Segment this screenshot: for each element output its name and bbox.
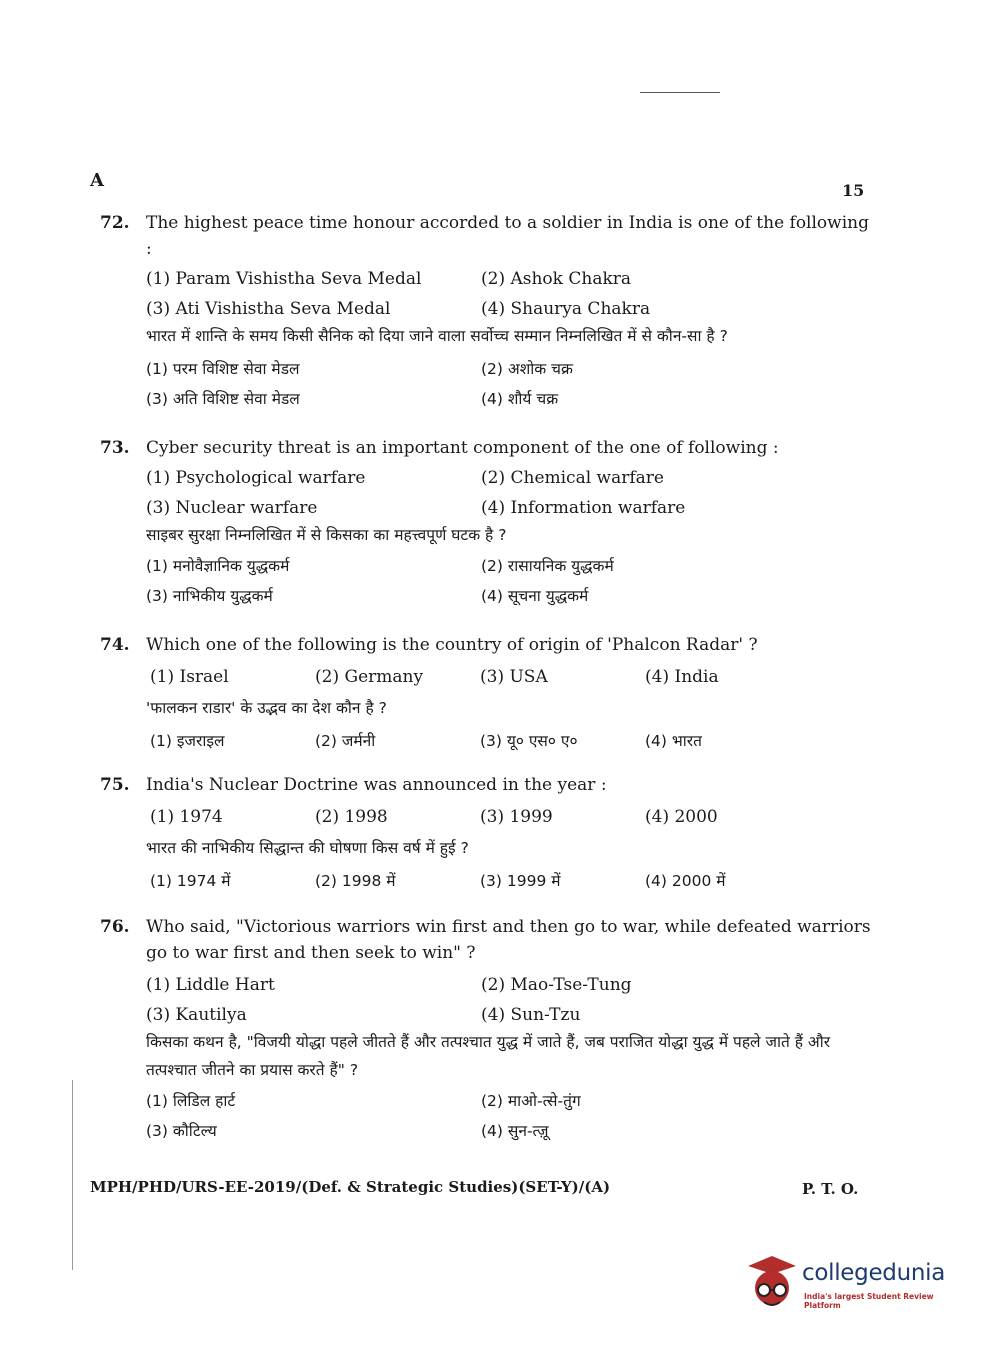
option-2: (2) 1998	[315, 807, 388, 827]
hindi-option-4: (4) 2000 में	[645, 872, 726, 890]
option-2: (2) Mao-Tse-Tung	[481, 975, 632, 995]
hindi-option-2: (2) जर्मनी	[315, 732, 376, 750]
pto-label: P. T. O.	[802, 1180, 859, 1198]
question-number: 72.	[100, 213, 130, 233]
hindi-option-4: (4) भारत	[645, 732, 702, 750]
question-73	[100, 435, 880, 609]
option-4: (4) 2000	[645, 807, 718, 827]
hindi-option-1: (1) इजराइल	[150, 732, 225, 750]
paper-code: MPH/PHD/URS-EE-2019/(Def. & Strategic Studies)(SET-Y)/(A)	[90, 1178, 611, 1196]
hindi-question-text: 'फालकन राडार' के उद्भव का देश कौन है ?	[146, 699, 387, 717]
hindi-option-2: (2) रासायनिक युद्धकर्म	[481, 557, 614, 575]
question-text: Which one of the following is the country of origin of 'Phalcon Radar' ?	[146, 635, 758, 655]
hindi-option-2: (2) माओ-त्से-तुंग	[481, 1092, 581, 1110]
option-3: (3) Kautilya	[146, 1005, 247, 1025]
option-2: (2) Chemical warfare	[481, 468, 664, 488]
question-number: 73.	[100, 438, 130, 458]
option-1: (1) Liddle Hart	[146, 975, 275, 995]
student-mascot-icon	[742, 1252, 800, 1314]
brand-tagline: India's largest Student Review Platform	[804, 1292, 934, 1310]
question-text: Cyber security threat is an important component of the one of following :	[146, 438, 779, 458]
hindi-option-4: (4) सुन-त्ज़ू	[481, 1122, 549, 1140]
question-text: The highest peace time honour accorded to a soldier in India is one of the following :	[146, 213, 869, 259]
option-1: (1) 1974	[150, 807, 223, 827]
question-76	[100, 914, 880, 1144]
option-4: (4) India	[645, 667, 719, 687]
option-3: (3) USA	[480, 667, 548, 687]
question-72	[100, 210, 880, 412]
hindi-option-1: (1) परम विशिष्ट सेवा मेडल	[146, 360, 300, 378]
brand-name: collegedunia	[802, 1260, 946, 1286]
question-number: 76.	[100, 917, 130, 937]
set-mark: A	[90, 170, 104, 191]
option-4: (4) Shaurya Chakra	[481, 299, 651, 319]
option-4: (4) Sun-Tzu	[481, 1005, 581, 1025]
option-3: (3) 1999	[480, 807, 553, 827]
option-4: (4) Information warfare	[481, 498, 686, 518]
hindi-option-4: (4) सूचना युद्धकर्म	[481, 587, 589, 605]
question-number: 74.	[100, 635, 130, 655]
hindi-option-3: (3) कौटिल्य	[146, 1122, 217, 1140]
hindi-option-3: (3) नाभिकीय युद्धकर्म	[146, 587, 273, 605]
hindi-question-text: भारत में शान्ति के समय किसी सैनिक को दिया जाने वाला सर्वोच्च सम्मान निम्नलिखित में से कौन-सा है ?	[146, 327, 728, 345]
question-text: Who said, "Victorious warriors win first and then go to war, while defeated warriors go to war first and then seek to win" ?	[146, 917, 871, 963]
option-3: (3) Ati Vishistha Seva Medal	[146, 299, 391, 319]
question-number: 75.	[100, 775, 130, 795]
collegedunia-watermark	[742, 1252, 972, 1314]
question-74	[100, 632, 880, 754]
hindi-question-text: साइबर सुरक्षा निम्नलिखित में से किसका का महत्त्वपूर्ण घटक है ?	[146, 526, 507, 544]
hindi-option-2: (2) अशोक चक्र	[481, 360, 573, 378]
question-text: India's Nuclear Doctrine was announced in the year :	[146, 775, 607, 795]
option-3: (3) Nuclear warfare	[146, 498, 318, 518]
hindi-question-text: किसका कथन है, "विजयी योद्धा पहले जीतते हैं और तत्पश्चात युद्ध में जाते हैं, जब पराजित योद्धा युद्ध में पहले जाते हैं और तत्पश्चात जीतने का प्रयास करते हैं" ?	[146, 1033, 831, 1079]
question-75	[100, 772, 880, 894]
hindi-option-1: (1) 1974 में	[150, 872, 231, 890]
hindi-option-2: (2) 1998 में	[315, 872, 396, 890]
option-2: (2) Germany	[315, 667, 424, 687]
hindi-option-1: (1) मनोवैज्ञानिक युद्धकर्म	[146, 557, 290, 575]
option-1: (1) Israel	[150, 667, 229, 687]
hindi-option-3: (3) यू० एस० ए०	[480, 732, 578, 750]
hindi-option-1: (1) लिडिल हार्ट	[146, 1092, 236, 1110]
scan-artifact-line	[640, 92, 720, 93]
option-2: (2) Ashok Chakra	[481, 269, 632, 289]
page-number: 15	[842, 181, 865, 200]
option-1: (1) Param Vishistha Seva Medal	[146, 269, 422, 289]
option-1: (1) Psychological warfare	[146, 468, 366, 488]
scan-margin-line	[72, 1080, 73, 1270]
hindi-option-3: (3) अति विशिष्ट सेवा मेडल	[146, 390, 300, 408]
hindi-option-4: (4) शौर्य चक्र	[481, 390, 559, 408]
hindi-option-3: (3) 1999 में	[480, 872, 561, 890]
hindi-question-text: भारत की नाभिकीय सिद्धान्त की घोषणा किस वर्ष में हुई ?	[146, 839, 469, 857]
